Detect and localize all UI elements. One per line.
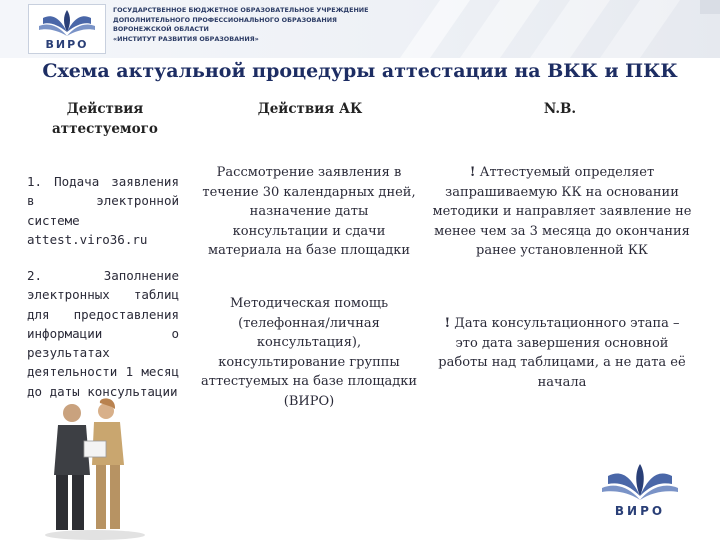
column-header-nb: N.B. [543, 101, 577, 117]
column-header-examinee: Действия аттестуемого [52, 101, 158, 137]
organization-name [113, 6, 413, 44]
row2-commission-action: Методическая помощь (телефонная/личная консультация), консультирование группы аттестуемых на базе площадки (ВИРО) [201, 296, 417, 409]
viro-logo [28, 4, 106, 54]
org-line: ВОРОНЕЖСКОЙ ОБЛАСТИ [113, 25, 209, 34]
row1-note [432, 163, 692, 261]
org-line: ДОПОЛНИТЕЛЬНОГО ПРОФЕССИОНАЛЬНОГО ОБРАЗОВАНИЯ [113, 15, 337, 24]
book-icon [29, 6, 105, 40]
book-icon [590, 460, 690, 504]
note-text: Дата консультационного этапа – это дата завершения основной работы над таблицами, а не дата её начала [438, 316, 686, 390]
slide-title: Схема актуальной процедуры аттестации на ВКК и ПКК [42, 60, 678, 82]
note-text: Аттестуемый определяет запрашиваемую КК на основании методики и направляет заявление не менее чем за 3 месяца до окончания ранее установленной КК [432, 165, 692, 258]
row2-note [432, 314, 692, 392]
header-banner [0, 0, 720, 58]
row1-commission-action: Рассмотрение заявления в течение 30 календарных дней, назначение даты консультации и сдачи материала на базе площадки [202, 165, 416, 258]
column-header-commission: Действия АК [257, 101, 363, 117]
org-line: ГОСУДАРСТВЕННОЕ БЮДЖЕТНОЕ ОБРАЗОВАТЕЛЬНОЕ УЧРЕЖДЕНИЕ [113, 6, 369, 14]
logo-text: ВИРО [45, 38, 89, 51]
row2-examinee-action: 2. Заполнение электронных таблиц для предоставления информации о результатах деятельности 1 месяц до даты консультации [27, 268, 179, 399]
footer-logo [590, 460, 690, 522]
footer-logo-text: ВИРО [614, 504, 666, 518]
org-line: «ИНСТИТУТ РАЗВИТИЯ ОБРАЗОВАНИЯ» [113, 34, 259, 43]
business-people-image [40, 395, 150, 540]
exclamation-icon: ! [444, 316, 451, 331]
row1-examinee-action: 1. Подача заявления в электронной системе attest.viro36.ru [27, 174, 179, 247]
exclamation-icon: ! [469, 165, 476, 180]
